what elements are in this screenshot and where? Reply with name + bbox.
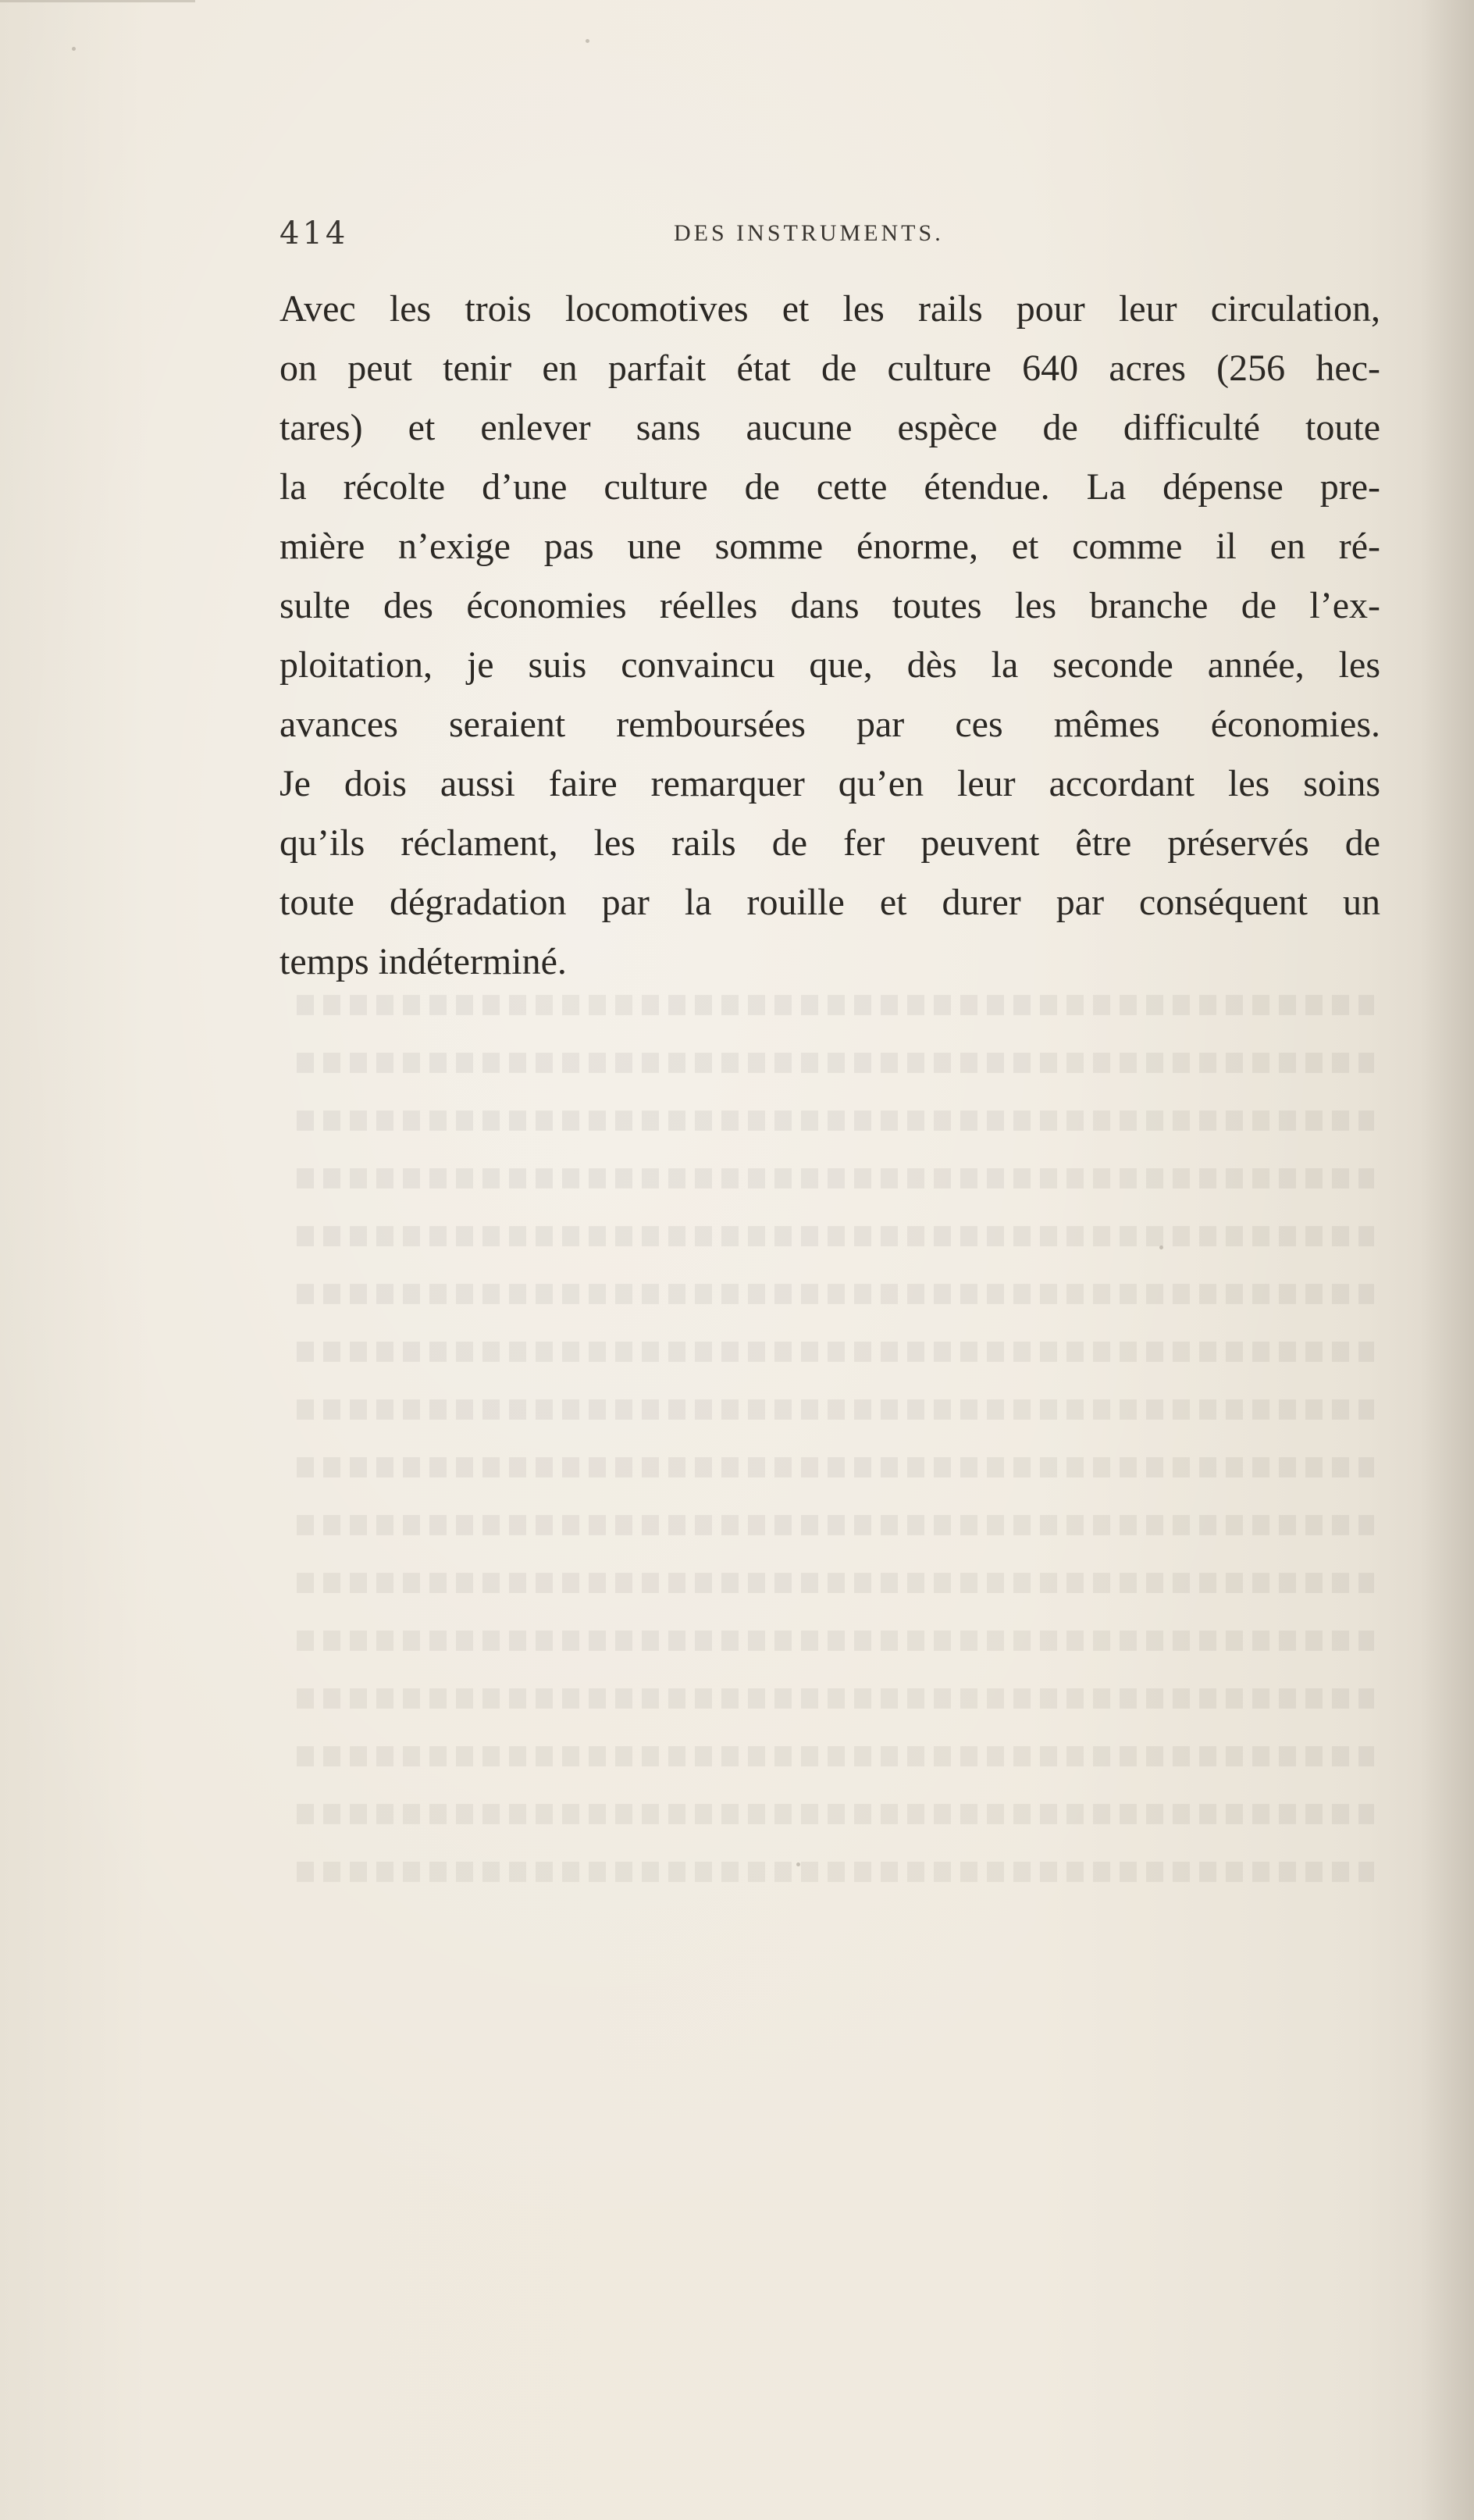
text-line-7: ploitation, je suis convaincu que, dès la seconde année, les	[279, 644, 1380, 686]
text-line-1: Avec les trois locomotives et les rails pour leur circulation,	[279, 288, 1380, 330]
running-head	[279, 216, 1404, 255]
text-line-3: tares) et enlever sans aucune espèce de difficulté toute	[279, 407, 1380, 448]
paper-speck	[796, 1862, 800, 1866]
body-text	[279, 280, 1380, 992]
running-title: DES INSTRUMENTS.	[674, 220, 944, 246]
text-line-2: on peut tenir en parfait état de culture 640 acres (256 hec-	[279, 348, 1380, 389]
text-line-12: temps indéterminé.	[279, 941, 567, 982]
show-through-bleed	[297, 976, 1374, 1991]
paper-speck	[72, 47, 76, 51]
top-edge-rule	[0, 0, 195, 2]
text-line-10: qu’ils réclament, les rails de fer peuvent être préservés de	[279, 822, 1380, 864]
text-line-8: avances seraient remboursées par ces mêmes économies.	[279, 704, 1380, 745]
paper-speck	[1159, 1246, 1163, 1249]
text-line-4: la récolte d’une culture de cette étendue. La dépense pre-	[279, 466, 1380, 508]
text-line-5: mière n’exige pas une somme énorme, et comme il en ré-	[279, 526, 1380, 567]
text-line-11: toute dégradation par la rouille et durer par conséquent un	[279, 882, 1380, 923]
paper-speck	[586, 39, 589, 43]
text-line-6: sulte des économies réelles dans toutes les branche de l’ex-	[279, 585, 1380, 626]
text-line-9: Je dois aussi faire remarquer qu’en leur accordant les soins	[279, 763, 1380, 804]
page-edge-shadow	[1419, 0, 1474, 2520]
page-number: 414	[279, 216, 349, 251]
